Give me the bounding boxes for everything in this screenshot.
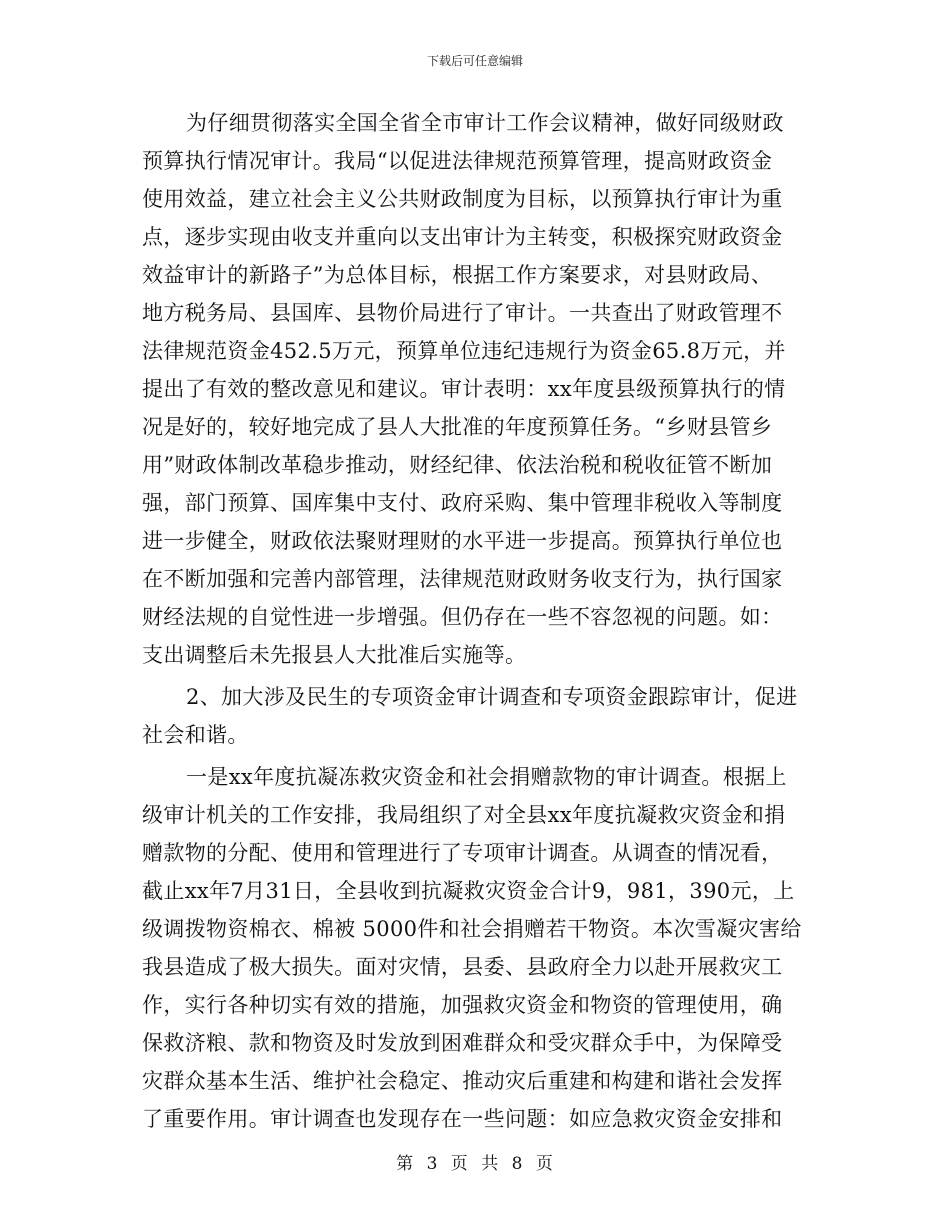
text-line: 灾群众基本生活、维护社会稳定、推动灾后重建和构建和谐社会发挥 <box>142 1069 783 1093</box>
document-body <box>142 104 808 1138</box>
text-line: 了重要作用。审计调查也发现存在一些问题：如应急救灾资金安排和 <box>142 1107 783 1131</box>
text-line: 效益审计的新路子”为总体目标，根据工作方案要求，对县财政局、 <box>142 263 773 287</box>
paragraph-budget-audit <box>142 104 808 674</box>
text-line: 保救济粮、款和物资及时发放到困难群众和受灾群众手中，为保障受 <box>142 1031 783 1055</box>
text-line: 级调拨物资棉衣、棉被 5000件和社会捐赠若干物资。本次雪凝灾害给 <box>142 917 802 941</box>
text-line: 2、加大涉及民生的专项资金审计调查和专项资金跟踪审计，促进 <box>186 685 798 709</box>
footer-label-total: 共 <box>481 1154 500 1174</box>
text-line: 我县造成了极大损失。面对灾情，县委、县政府全力以赴开展救灾工 <box>142 955 783 979</box>
text-line: 地方税务局、县国库、县物价局进行了审计。一共查出了财政管理不 <box>142 301 783 325</box>
text-line: 进一步健全，财政依法聚财理财的水平进一步提高。预算执行单位也 <box>142 529 783 553</box>
paragraph-special-funds-heading <box>142 678 808 754</box>
text-line: 作，实行各种切实有效的措施，加强救灾资金和物资的管理使用，确 <box>142 993 783 1017</box>
text-line: 强，部门预算、国库集中支付、政府采购、集中管理非税收入等制度 <box>142 491 783 515</box>
text-line: 用”财政体制改革稳步推动，财经纪律、依法治税和税收征管不断加 <box>142 453 773 477</box>
page-footer <box>0 1153 950 1175</box>
text-line: 财经法规的自觉性进一步增强。但仍存在一些不容忽视的问题。如： <box>142 605 783 629</box>
text-line: 提出了有效的整改意见和建议。审计表明：xx年度县级预算执行的情 <box>142 377 786 401</box>
footer-label-suffix: 页 <box>535 1154 554 1174</box>
text-line: 一是xx年度抗凝冻救灾资金和社会捐赠款物的审计调查。根据上 <box>186 765 787 789</box>
text-line: 为仔细贯彻落实全国全省全市审计工作会议精神，做好同级财政 <box>186 111 784 135</box>
text-line: 级审计机关的工作安排，我局组织了对全县xx年度抗凝救灾资金和捐 <box>142 803 786 827</box>
text-line: 况是好的，较好地完成了县人大批准的年度预算任务。“乡财县管乡 <box>142 415 773 439</box>
text-line: 使用效益，建立社会主义公共财政制度为目标，以预算执行审计为重 <box>142 187 783 211</box>
text-line: 截止xx年7月31日，全县收到抗凝救灾资金合计9，981，390元，上 <box>142 879 795 903</box>
text-line: 支出调整后未先报县人大批准后实施等。 <box>142 643 527 667</box>
footer-label-prefix: 第 <box>396 1154 415 1174</box>
text-line: 法律规范资金452.5万元，预算单位违纪违规行为资金65.8万元，并 <box>142 339 786 363</box>
text-line: 赠款物的分配、使用和管理进行了专项审计调查。从调查的情况看， <box>142 841 783 865</box>
text-line: 点，逐步实现由收支并重向以支出审计为主转变，积极探究财政资金 <box>142 225 783 249</box>
text-line: 在不断加强和完善内部管理，法律规范财政财务收支行为，执行国家 <box>142 567 783 591</box>
paragraph-disaster-relief-audit <box>142 758 808 1138</box>
current-page-number: 3 <box>426 1154 439 1174</box>
total-pages-number: 8 <box>511 1154 524 1174</box>
page-header: 下载后可任意编辑 <box>426 54 523 68</box>
text-line: 预算执行情况审计。我局“以促进法律规范预算管理，提高财政资金 <box>142 149 773 173</box>
footer-label-page: 页 <box>450 1154 469 1174</box>
text-line: 社会和谐。 <box>142 723 249 747</box>
